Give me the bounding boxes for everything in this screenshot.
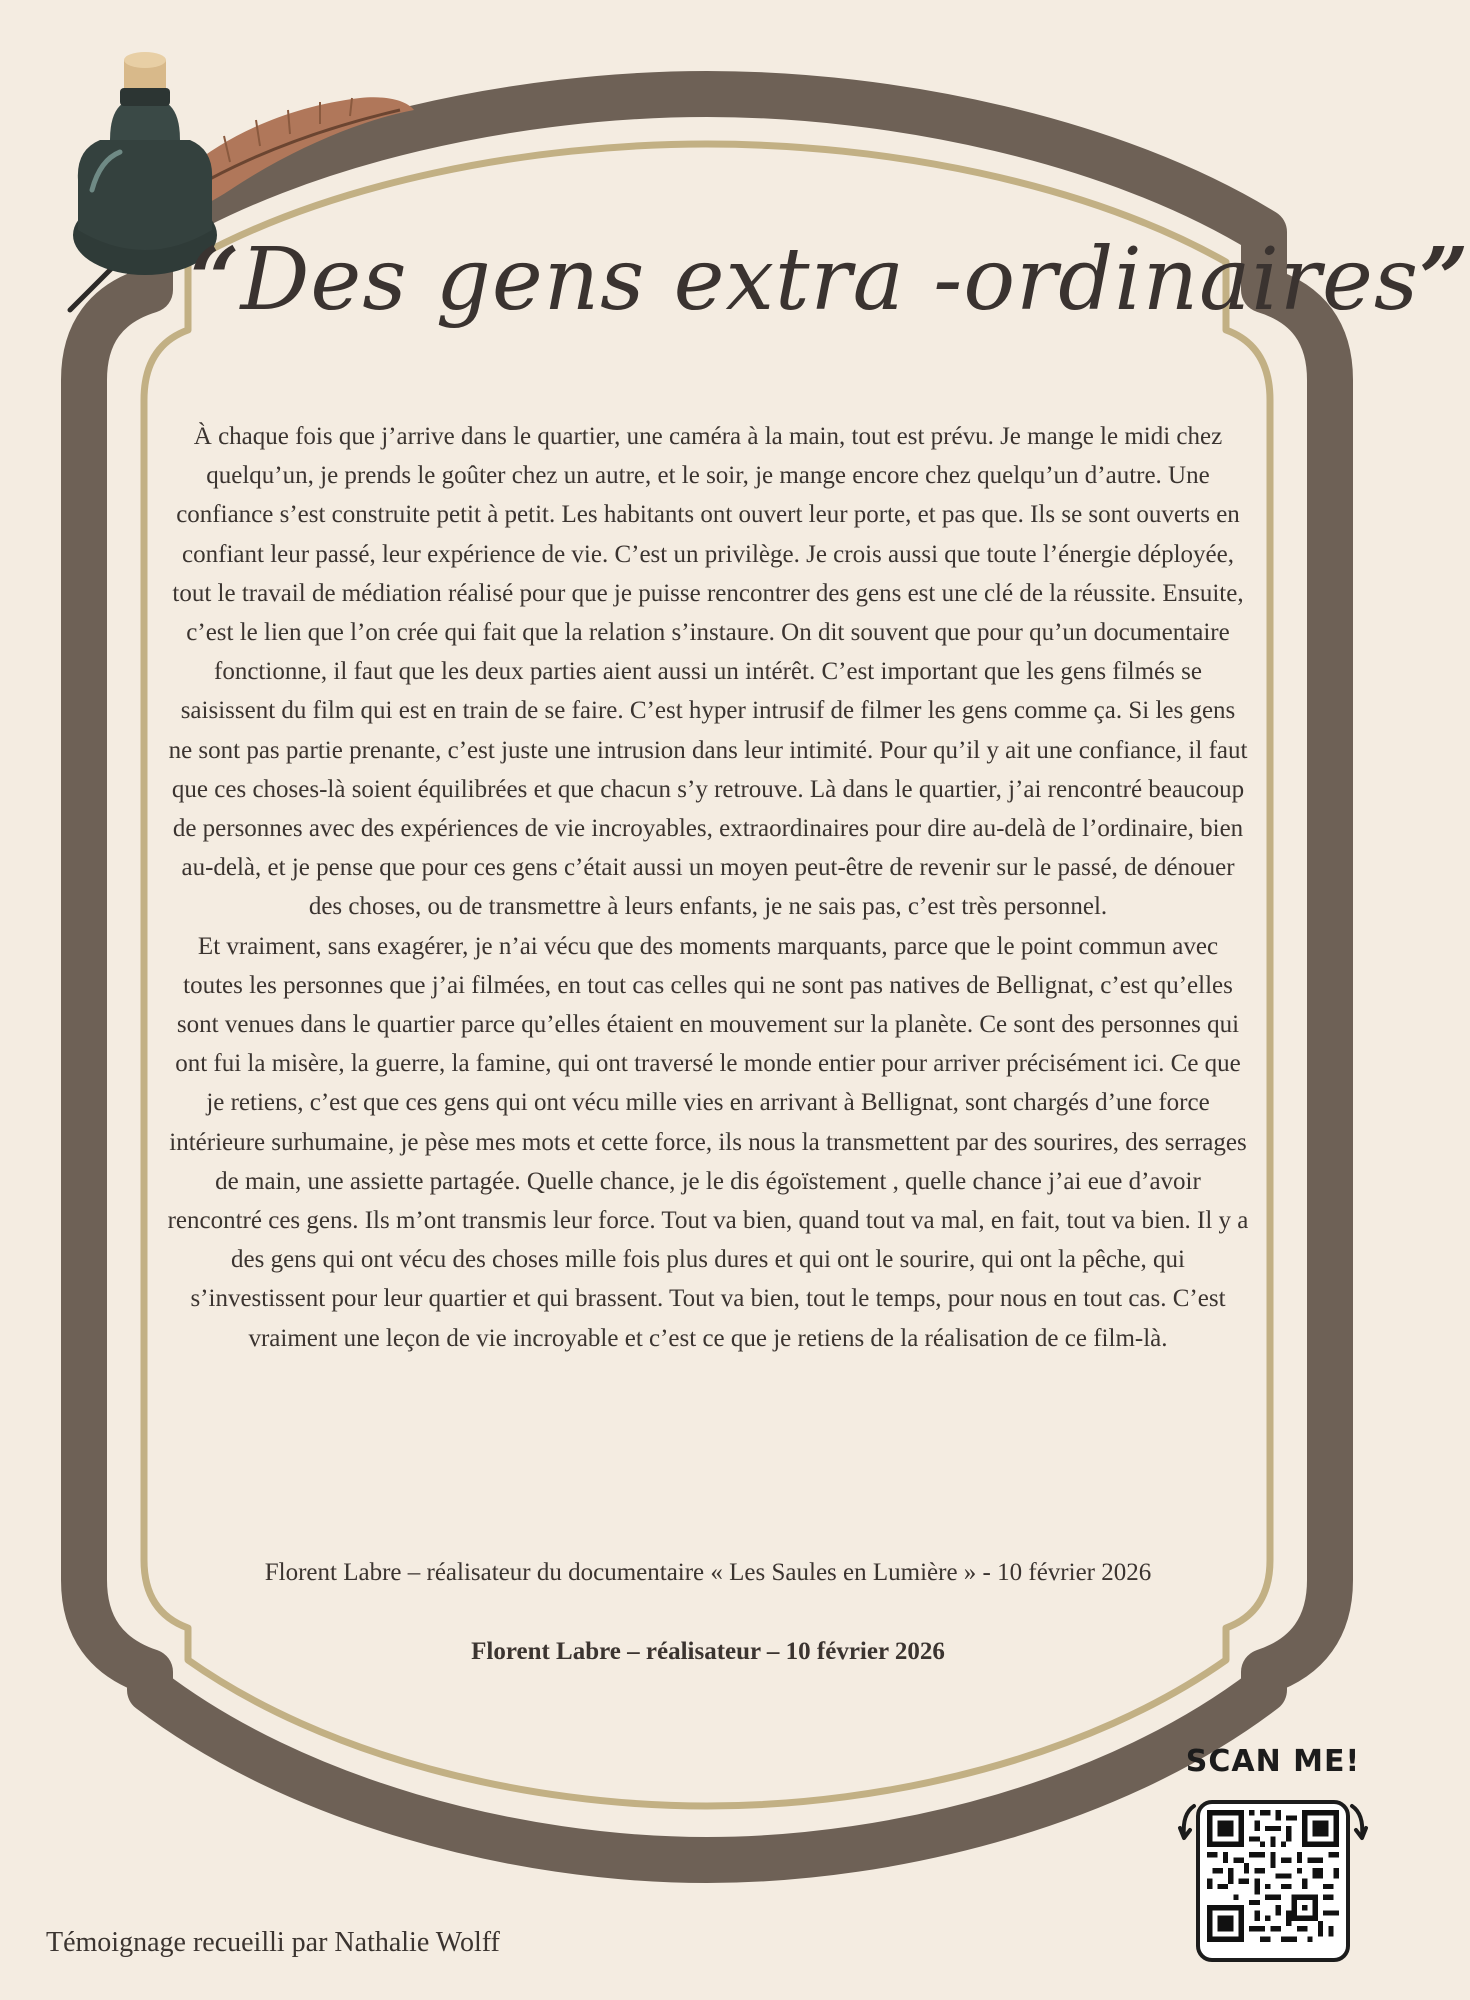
page-title: [190, 225, 1470, 335]
title-text: Des gens extra -ordinaires: [240, 230, 1420, 330]
body-paragraph-1: À chaque fois que j’arrive dans le quartier, une caméra à la main, tout est prévu. Je mange le midi chez quelqu’un, je prends le goûter chez un autre, et le soir, je mange encore chez quelqu’un d’autre. Une confiance s’est construite petit à petit. Les habitants ont ouvert leur porte, et pas que. Ils se sont ouverts en confiant leur passé, leur expérience de vie. C’est un privilège. Je crois aussi que toute l’énergie déployée, tout le travail de médiation réalisé pour que je puisse rencontrer des gens est une clé de la réussite. Ensuite, c’est le lien que l’on crée qui fait que la relation s’instaure. On dit souvent que pour qu’un documentaire fonctionne, il faut que les deux parties aient aussi un intérêt. C’est important que les gens filmés se saisissent du film qui est en train de se faire. C’est hyper intrusif de filmer les gens comme ça. Si les gens ne sont pas partie prenante, c’est juste une intrusion dans leur intimité. Pour qu’il y ait une confiance, il faut que ces choses-là soient équilibrées et que chacun s’y retrouve. Là dans le quartier, j’ai rencontré beaucoup de personnes avec des expériences de vie incroyables, extraordinaires pour dire au-delà de l’ordinaire, bien au-delà, et je pense que pour ces gens c’était aussi un moyen peut-être de revenir sur le passé, de dénouer des choses, ou de transmettre à leurs enfants, je ne sais pas, c’est très personnel.: [168, 423, 1248, 921]
signature-bold: Florent Labre – réalisateur – 10 février 2026: [471, 1638, 945, 1665]
scan-me-label: SCAN ME!: [1185, 1744, 1361, 1779]
footer-credit: Témoignage recueilli par Nathalie Wolff: [46, 1927, 500, 1958]
testimony-body: [166, 417, 1250, 1358]
close-quote: ”: [1419, 229, 1470, 330]
qr-block[interactable]: [1162, 1742, 1384, 1972]
signature-line: Florent Labre – réalisateur du documentaire « Les Saules en Lumière » - 10 février 2026: [264, 1559, 1152, 1586]
qr-code-icon[interactable]: [1207, 1810, 1339, 1942]
body-paragraph-2: Et vraiment, sans exagérer, je n’ai vécu que des moments marquants, parce que le point commun avec toutes les personnes que j’ai filmées, en tout cas celles qui ne sont pas natives de Bellignat, c’est qu’elles sont venues dans le quartier parce qu’elles étaient en mouvement sur la planète. Ce sont des personnes qui ont fui la misère, la guerre, la famine, qui ont traversé le monde entier pour arriver précisément ici. Ce que je retiens, c’est que ces gens qui ont vécu mille vies en arrivant à Bellignat, sont chargés d’une force intérieure surhumaine, je pèse mes mots et cette force, ils nous la transmettent par des sourires, des serrages de main, une assiette partagée. Quelle chance, je le dis égoïstement , quelle chance j’ai eue d’avoir rencontré ces gens. Ils m’ont transmis leur force. Tout va bien, quand tout va mal, en fait, tout va bien. Il y a des gens qui ont vécu des choses mille fois plus dures et qui ont le sourire, qui ont la pêche, qui s’investissent pour leur quartier et qui brassent. Tout va bien, tout le temps, pour nous en tout cas. C’est vraiment une leçon de vie incroyable et c’est ce que je retiens de la réalisation de ce film-là.: [167, 932, 1249, 1352]
open-quote: “: [190, 229, 241, 330]
